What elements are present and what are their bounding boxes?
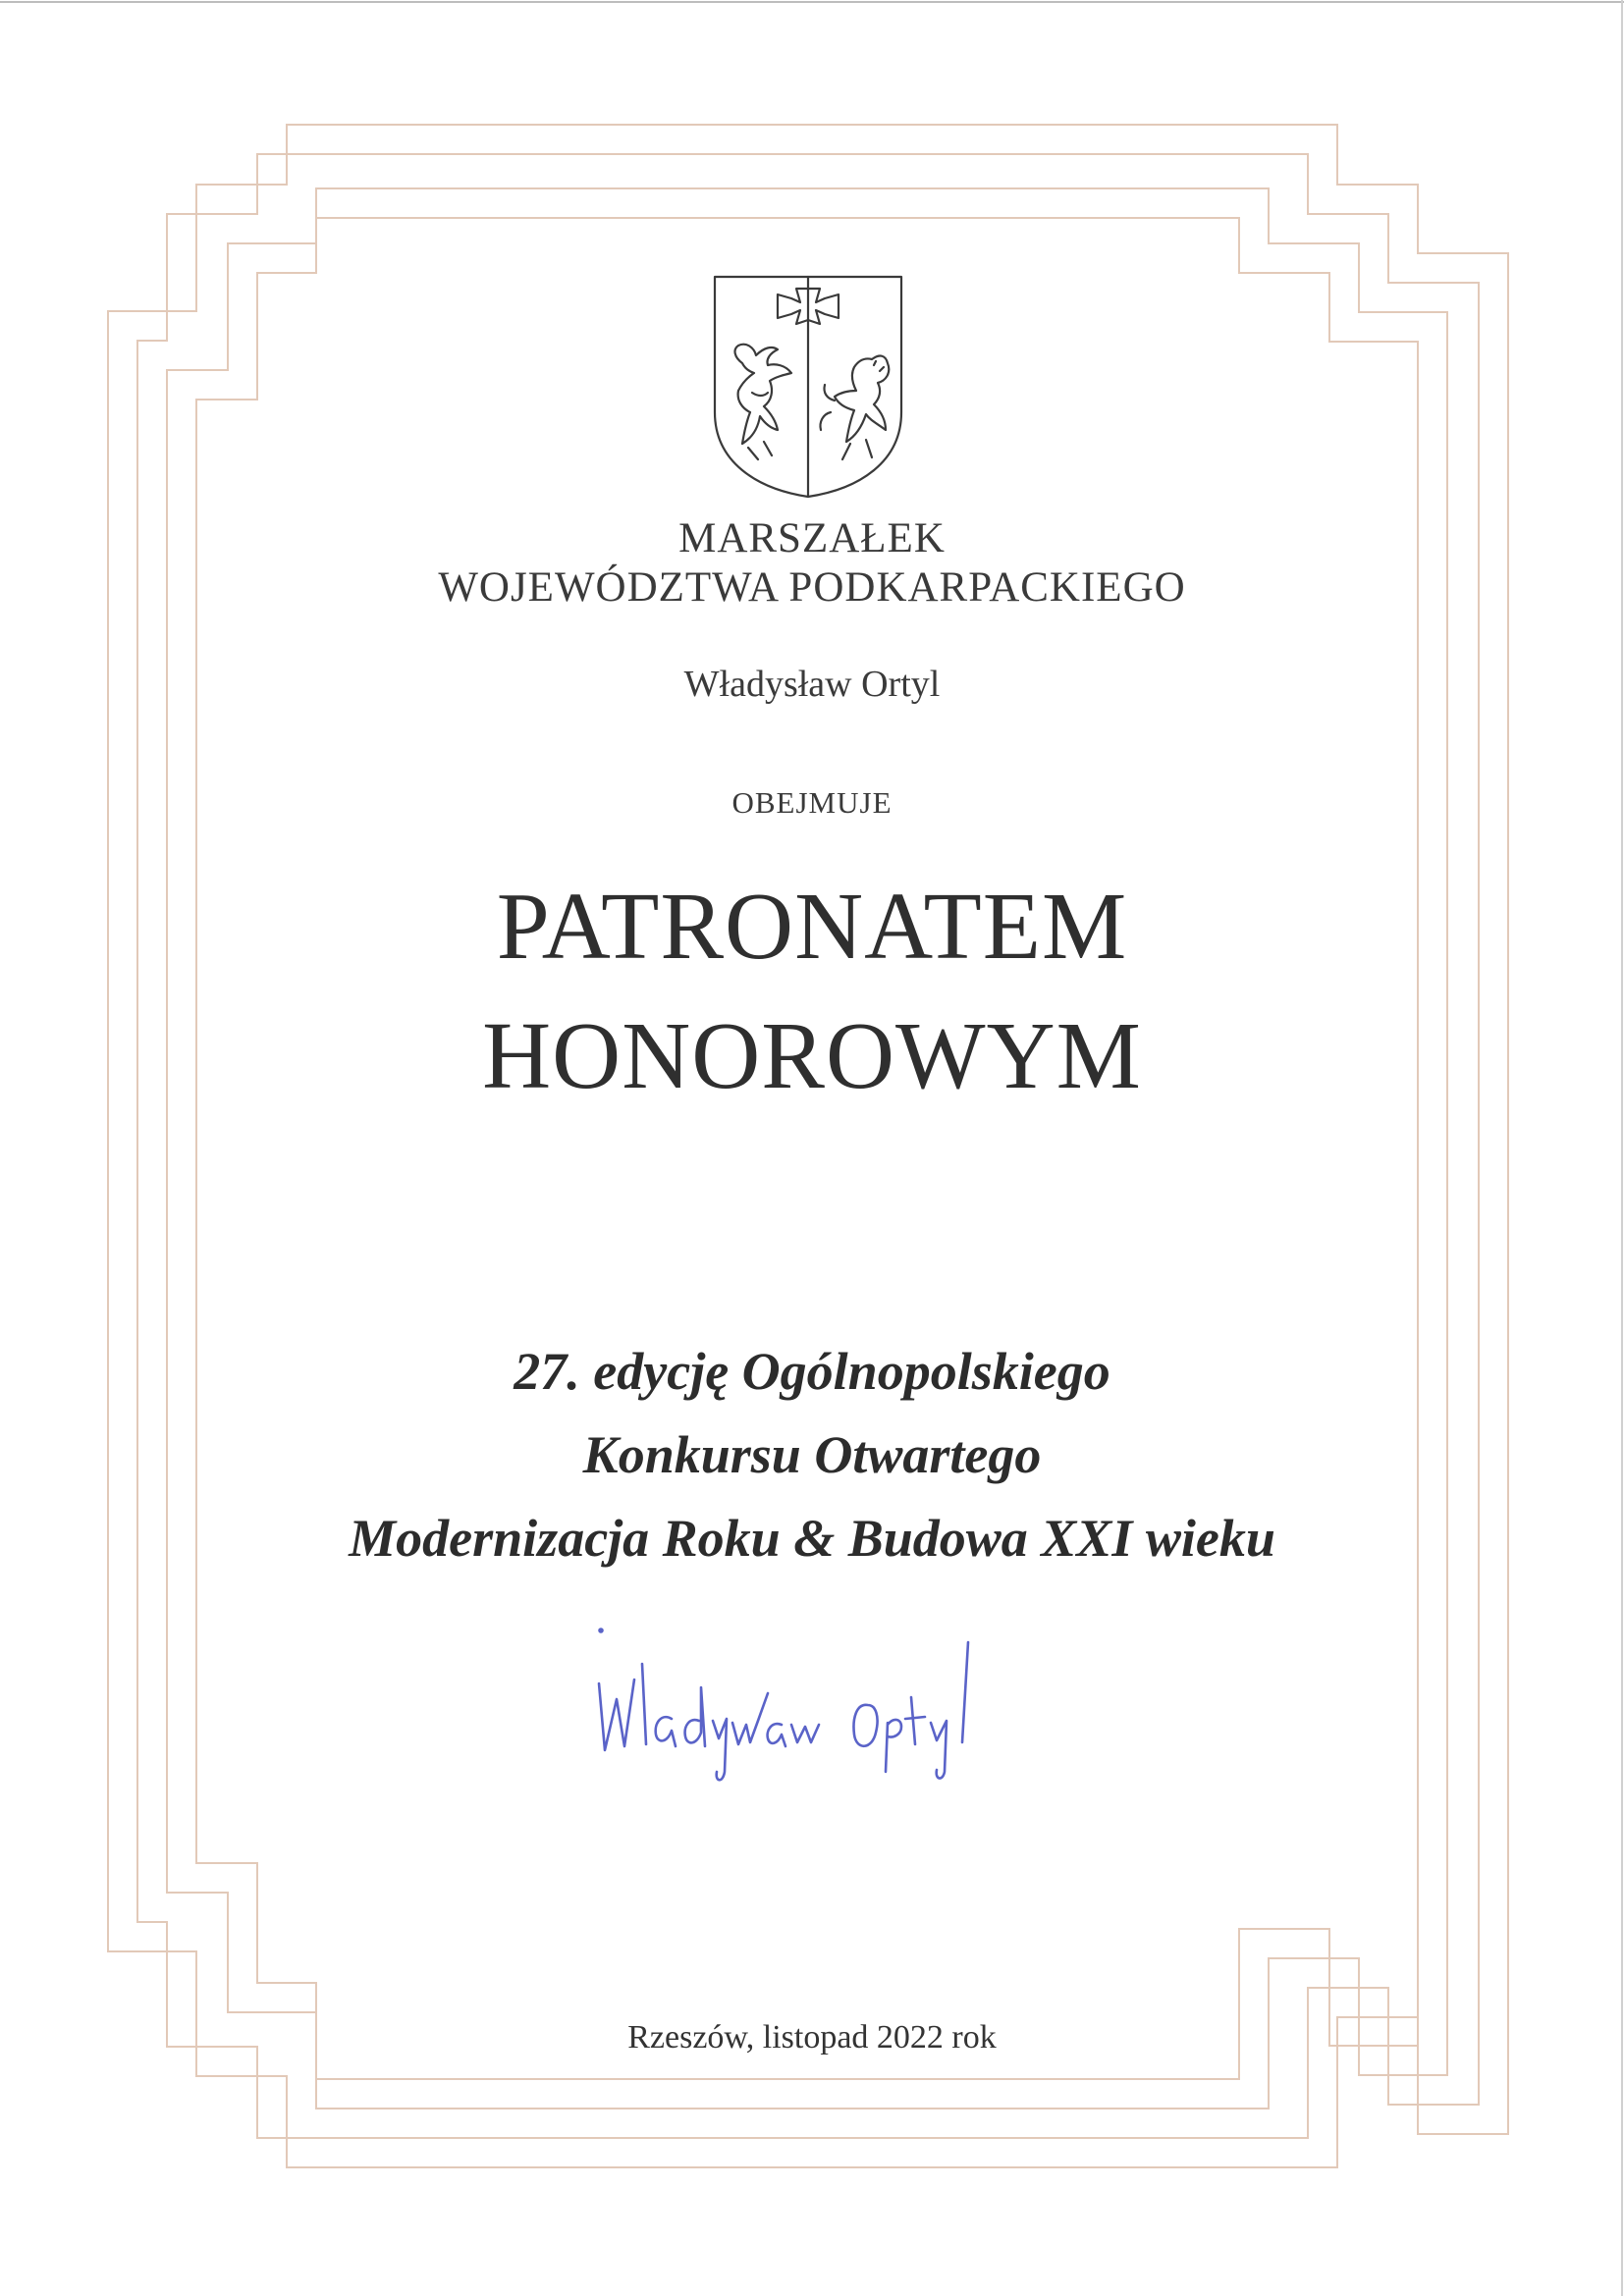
official-name: Władysław Ortyl [683,664,941,705]
event-description [0,1330,1624,1580]
event-line1: 27. edycję Ogólnopolskiego [514,1342,1110,1401]
place-and-date: Rzeszów, listopad 2022 rok [627,2019,997,2056]
coat-of-arms [713,275,903,499]
handwritten-signature [581,1625,1023,1791]
office-title-line1: MARSZAŁEK [678,515,946,561]
event-line3: Modernizacja Roku & Budowa XXI wieku [349,1509,1275,1568]
patronage-line2: HONOROWYM [482,1003,1142,1108]
office-title-line2: WOJEWÓDZTWA PODKARPACKIEGO [438,564,1186,611]
office-title [0,514,1624,613]
patronage-heading [0,862,1624,1121]
patronage-line1: PATRONATEM [496,874,1128,979]
takes-word: OBEJMUJE [731,785,893,820]
event-line2: Konkursu Otwartego [582,1425,1042,1484]
